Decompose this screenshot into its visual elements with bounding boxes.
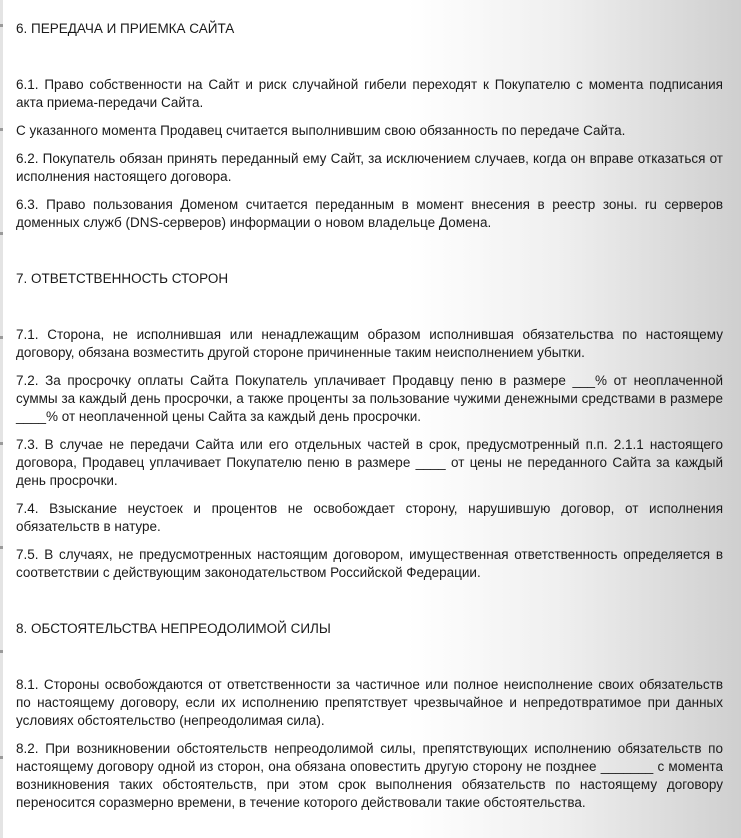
paragraph: С указанного момента Продавец считается выполнившим свою обязанность по передаче Сайта. xyxy=(16,123,626,138)
margin-mark xyxy=(0,650,3,653)
paragraph: 6.1. Право собственности на Сайт и риск случайной гибели переходят к Покупателю с момента подписания акта приема-передачи Сайта. xyxy=(16,77,723,110)
paragraph: 8.2. При возникновении обстоятельств непреодолимой силы, препятствующих исполнению обязательств по настоящему договору одной из сторон, она обязана оповестить другую сторону не позднее _______ с момента возникновения таких обстоятельств, при этом срок выполнения обязательств по настоящему договору переносится соразмерно времени, в течение которого действовали такие обстоятельства. xyxy=(16,741,723,810)
paragraph: 6.2. Покупатель обязан принять переданный ему Сайт, за исключением случаев, когда он вправе отказаться от исполнения настоящего договора. xyxy=(16,151,723,184)
document-body xyxy=(16,20,723,812)
margin-mark xyxy=(0,232,3,235)
paragraph: 8.1. Стороны освобождаются от ответственности за частичное или полное неисполнение своих обязательств по настоящему договору, если их исполнению препятствует чрезвычайное и непредотвратимое при данных условиях обстоятельство (непреодолимая сила). xyxy=(16,677,723,728)
section-heading: 7. ОТВЕТСТВЕННОСТЬ СТОРОН xyxy=(16,271,229,286)
page-left-edge xyxy=(0,0,3,838)
paragraph: 7.4. Взыскание неустоек и процентов не освобождает сторону, нарушившую договор, от исполнения обязательств в натуре. xyxy=(16,501,723,534)
paragraph: 7.5. В случаях, не предусмотренных настоящим договором, имущественная ответственность определяется в соответствии с действующим законодательством Российской Федерации. xyxy=(16,547,723,580)
paragraph: 7.2. За просрочку оплаты Сайта Покупатель уплачивает Продавцу пеню в размере ___% от неоплаченной суммы за каждый день просрочки, а также проценты за пользование чужими денежными средствами в размере ____% от неоплаченной цены Сайта за каждый день просрочки. xyxy=(16,373,723,424)
margin-mark xyxy=(0,546,3,549)
paragraph: 7.1. Сторона, не исполнившая или ненадлежащим образом исполнившая обязательства по настоящему договору, обязана возместить другой стороне причиненные таким неисполнением убытки. xyxy=(16,327,723,360)
section-heading: 8. ОБСТОЯТЕЛЬСТВА НЕПРЕОДОЛИМОЙ СИЛЫ xyxy=(16,621,331,636)
paragraph: 6.3. Право пользования Доменом считается переданным в момент внесения в реестр зоны. ru серверов доменных служб (DNS-серверов) информации о новом владельце Домена. xyxy=(16,197,723,230)
margin-mark xyxy=(0,128,3,131)
margin-mark xyxy=(0,756,3,759)
margin-mark xyxy=(0,336,3,339)
section-heading: 6. ПЕРЕДАЧА И ПРИЕМКА САЙТА xyxy=(16,21,235,36)
margin-mark xyxy=(0,24,3,27)
margin-mark xyxy=(0,442,3,445)
paragraph: 7.3. В случае не передачи Сайта или его отдельных частей в срок, предусмотренный п.п. 2.1.1 настоящего договора, Продавец уплачивает Покупателю пеню в размере ____ от цены не переданного Сайта за каждый день просрочки. xyxy=(16,437,723,488)
